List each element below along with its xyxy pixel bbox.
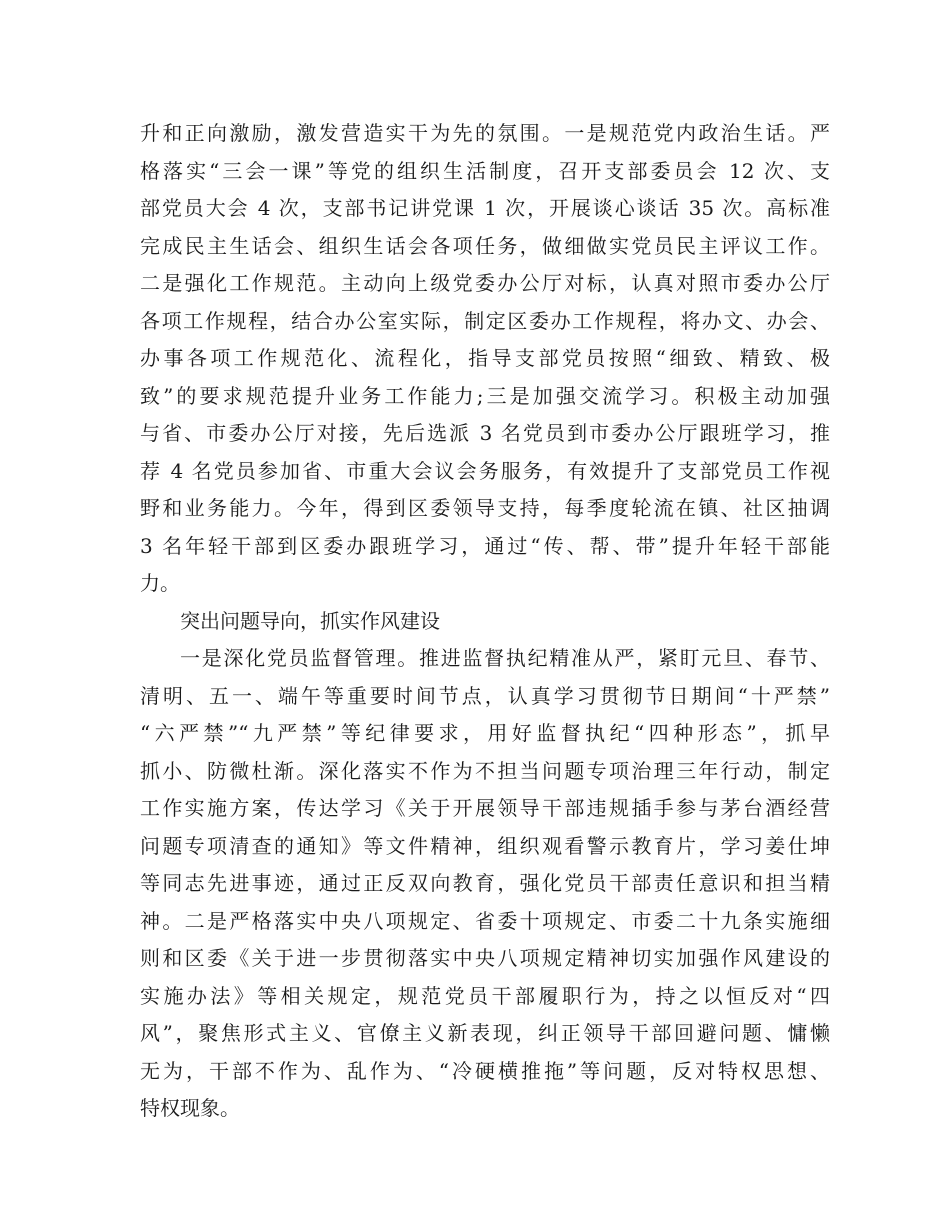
text-line: 荐 4 名党员参加省、市重大会议会务服务，有效提升了支部党员工作视 bbox=[140, 458, 830, 483]
text-line: “六严禁”“九严禁”等纪律要求，用好监督执纪“四种形态”，抓早 bbox=[140, 721, 830, 745]
text-line: 完成民主生话会、组织生话会各项任务，做细做实党员民主评议工作。 bbox=[140, 233, 830, 258]
text-line: 与省、市委办公厅对接，先后选派 3 名党员到市委办公厅跟班学习，推 bbox=[140, 421, 830, 445]
text-line: 办事各项工作规范化、流程化，指导支部党员按照“细致、精致、极 bbox=[140, 346, 830, 370]
text-line: 风”，聚焦形式主义、官僚主义新表现，纠正领导干部回避问题、慵懒 bbox=[140, 1021, 830, 1045]
text-line: 抓小、防微杜渐。深化落实不作为不担当问题专项治理三年行动，制定 bbox=[140, 758, 830, 783]
text-line: 各项工作规程，结合办公室实际，制定区委办工作规程，将办文、办会、 bbox=[140, 308, 830, 333]
text-line: 实施办法》等相关规定，规范党员干部履职行为，持之以恒反对“四 bbox=[140, 983, 830, 1008]
section-heading: 突出问题导向，抓实作风建设 bbox=[180, 608, 440, 633]
text-line: 一是深化党员监督管理。推进监督执纪精准从严，紧盯元旦、春节、 bbox=[180, 646, 830, 670]
text-line: 力。 bbox=[140, 571, 180, 595]
text-line: 问题专项清查的通知》等文件精神，组织观看警示教育片，学习姜仕坤 bbox=[140, 833, 830, 858]
text-line: 特权现象。 bbox=[140, 1096, 240, 1120]
text-line: 3 名年轻干部到区委办跟班学习，通过“传、帮、带”提升年轻干部能 bbox=[140, 533, 830, 558]
text-line: 致”的要求规范提升业务工作能力;三是加强交流学习。积极主动加强 bbox=[140, 383, 830, 408]
text-line: 等同志先进事迹，通过正反双向教育，强化党员干部责任意识和担当精 bbox=[140, 871, 830, 895]
text-line: 部党员大会 4 次，支部书记讲党课 1 次，开展谈心谈话 35 次。高标准 bbox=[140, 196, 830, 220]
text-line: 清明、五一、端午等重要时间节点，认真学习贯彻节日期间“十严禁” bbox=[140, 683, 830, 708]
text-line: 神。二是严格落实中央八项规定、省委十项规定、市委二十九条实施细 bbox=[140, 908, 830, 933]
text-line: 工作实施方案，传达学习《关于开展领导干部违规插手参与茅台酒经营 bbox=[140, 796, 830, 820]
body-text bbox=[140, 115, 830, 1128]
text-line: 无为，干部不作为、乱作为、“冷硬横推拖”等问题，反对特权思想、 bbox=[140, 1058, 830, 1083]
text-line: 野和业务能力。今年，得到区委领导支持，每季度轮流在镇、社区抽调 bbox=[140, 496, 830, 520]
text-line: 升和正向激励，激发营造实干为先的氛围。一是规范党内政治生话。严 bbox=[140, 121, 830, 145]
text-line: 格落实“三会一课”等党的组织生活制度，召开支部委员会 12 次、支 bbox=[140, 158, 830, 183]
text-line: 则和区委《关于进一步贯彻落实中央八项规定精神切实加强作风建设的 bbox=[140, 946, 830, 970]
text-line: 二是强化工作规范。主动向上级党委办公厅对标，认真对照市委办公厅 bbox=[140, 271, 830, 295]
